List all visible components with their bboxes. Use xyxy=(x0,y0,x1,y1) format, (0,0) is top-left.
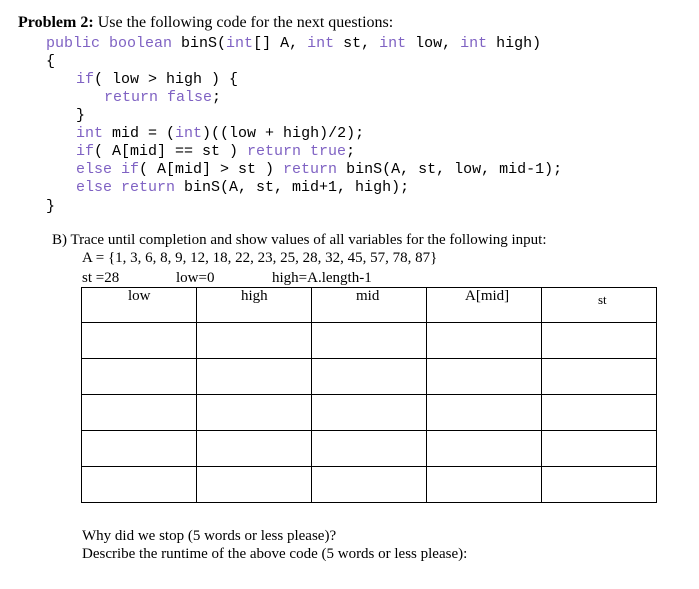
table-row xyxy=(82,323,657,359)
trace-cell[interactable] xyxy=(82,467,197,503)
trace-cell[interactable] xyxy=(312,431,427,467)
trace-cell[interactable] xyxy=(312,359,427,395)
col-header-mid: mid xyxy=(356,288,380,304)
problem-label: Problem 2: xyxy=(18,14,94,31)
code-line-5: } xyxy=(76,107,86,124)
trace-cell[interactable] xyxy=(82,359,197,395)
trace-cell[interactable] xyxy=(312,467,427,503)
col-header-amid: A[mid] xyxy=(465,288,510,304)
code-line-9: else return binS(A, st, mid+1, high); xyxy=(76,179,410,196)
param-st: st =28 xyxy=(82,270,120,286)
trace-cell[interactable] xyxy=(542,431,657,467)
code-line-3: if( low > high ) { xyxy=(76,71,239,88)
trace-cell[interactable] xyxy=(197,431,312,467)
code-line-4: return false; xyxy=(104,89,222,106)
trace-cell[interactable] xyxy=(542,467,657,503)
trace-cell[interactable] xyxy=(312,323,427,359)
trace-cell[interactable] xyxy=(427,467,542,503)
trace-cell[interactable] xyxy=(82,431,197,467)
trace-cell[interactable] xyxy=(542,395,657,431)
trace-cell[interactable] xyxy=(427,395,542,431)
part-b-heading: B) Trace until completion and show values of all variables for the following input: xyxy=(52,232,547,248)
trace-cell[interactable] xyxy=(197,323,312,359)
code-line-8: else if( A[mid] > st ) return binS(A, st, low, mid-1); xyxy=(76,161,563,178)
trace-cell[interactable] xyxy=(312,395,427,431)
trace-cell[interactable] xyxy=(82,395,197,431)
trace-cell[interactable] xyxy=(427,323,542,359)
table-row xyxy=(82,359,657,395)
problem-text: Use the following code for the next questions: xyxy=(93,14,394,31)
code-line-10: } xyxy=(46,198,56,215)
col-header-high: high xyxy=(241,288,268,304)
trace-cell[interactable] xyxy=(82,323,197,359)
col-header-low: low xyxy=(128,288,151,304)
question-why-stop: Why did we stop (5 words or less please)? xyxy=(82,528,337,544)
param-low: low=0 xyxy=(176,270,215,286)
input-array: A = {1, 3, 6, 8, 9, 12, 18, 22, 23, 25, 28, 32, 45, 57, 78, 87} xyxy=(82,250,438,266)
code-line-7: if( A[mid] == st ) return true; xyxy=(76,143,356,160)
trace-cell[interactable] xyxy=(197,467,312,503)
col-header-st: st xyxy=(598,292,607,307)
table-row xyxy=(82,395,657,431)
question-runtime: Describe the runtime of the above code (5 words or less please): xyxy=(82,546,468,562)
trace-cell[interactable] xyxy=(197,359,312,395)
trace-table xyxy=(81,287,657,503)
trace-cell[interactable] xyxy=(542,359,657,395)
problem-heading xyxy=(18,14,393,32)
code-line-6: int mid = (int)((low + high)/2); xyxy=(76,125,365,142)
table-row xyxy=(82,431,657,467)
table-row xyxy=(82,467,657,503)
code-line-1: public boolean binS(int[] A, int st, int low, int high) xyxy=(46,35,542,52)
trace-cell[interactable] xyxy=(427,431,542,467)
trace-cell[interactable] xyxy=(542,323,657,359)
param-high: high=A.length-1 xyxy=(272,270,372,286)
trace-cell[interactable] xyxy=(427,359,542,395)
trace-cell[interactable] xyxy=(197,395,312,431)
code-line-2: { xyxy=(46,53,56,70)
